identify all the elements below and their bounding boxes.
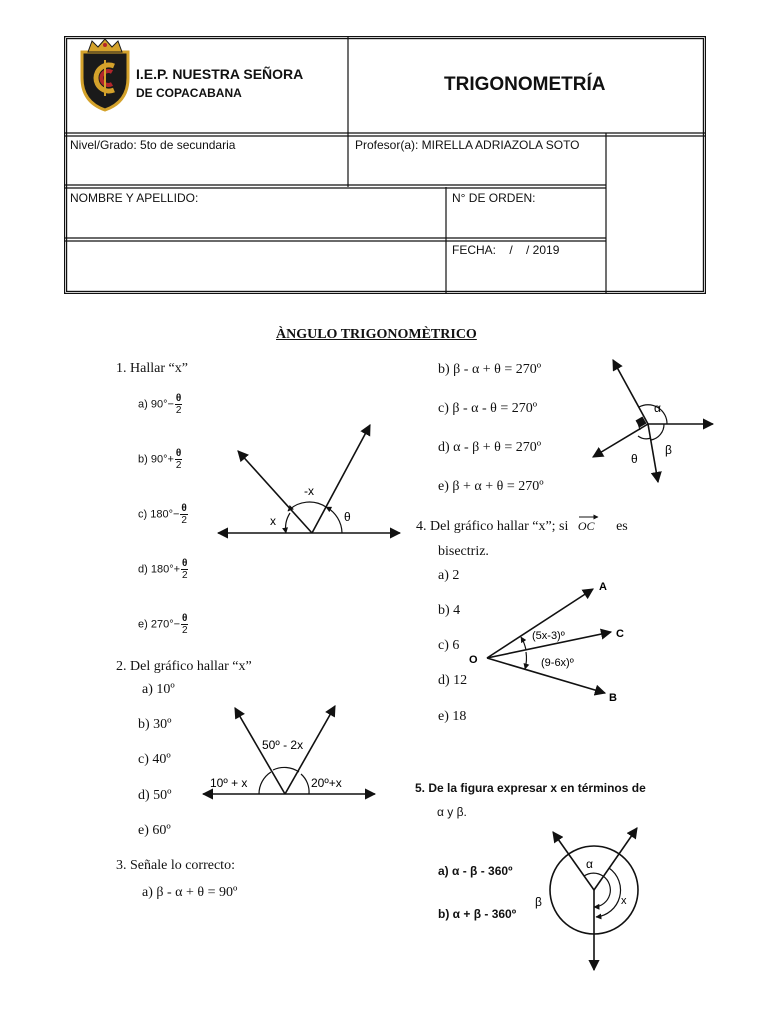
q5-x-label: x bbox=[621, 895, 627, 907]
q3-option-b: b) β - α + θ = 270º bbox=[438, 362, 542, 377]
school-name-line1: I.E.P. NUESTRA SEÑORA bbox=[136, 66, 304, 82]
subject-title: TRIGONOMETRÍA bbox=[444, 74, 606, 95]
q1-negx-label: -x bbox=[304, 484, 314, 498]
q5-option-a: a) α - β - 360º bbox=[438, 864, 513, 878]
q1-option-b: b) 90°+ $\frac{\theta}{2}$ bbox=[138, 448, 182, 471]
q4-bottom-angle-label: (9-6x)º bbox=[541, 657, 574, 669]
q3-option-e: e) β + α + θ = 270º bbox=[438, 479, 544, 494]
q2-option-a: a) 10º bbox=[142, 682, 175, 697]
q3-theta-label: θ bbox=[631, 452, 638, 466]
q2-prompt: 2. Del gráfico hallar “x” bbox=[116, 659, 252, 674]
q1-option-a: a) 90°− $\frac{\theta}{2}$ bbox=[138, 393, 182, 416]
header-table bbox=[64, 36, 706, 294]
q1-option-e: e) 270°− $\frac{\theta}{2}$ bbox=[138, 613, 188, 636]
q3-alpha-label: α bbox=[654, 401, 661, 415]
q4-prompt-cont: bisectriz. bbox=[438, 544, 489, 559]
q4-top-angle-label: (5x-3)º bbox=[532, 630, 565, 642]
q5-figure bbox=[525, 822, 650, 974]
q4-c-label: C bbox=[616, 628, 624, 640]
q3-option-d: d) α - β + θ = 270º bbox=[438, 440, 542, 455]
school-crest-icon bbox=[74, 38, 136, 112]
q1-theta-label: θ bbox=[344, 510, 351, 524]
q4-option-a: a) 2 bbox=[438, 568, 460, 583]
q4-option-d: d) 12 bbox=[438, 673, 468, 688]
q4-b-label: B bbox=[609, 692, 617, 704]
q4-option-b: b) 4 bbox=[438, 603, 461, 618]
q3-figure bbox=[585, 350, 720, 490]
q5-prompt-cont: α y β. bbox=[437, 805, 467, 819]
q2-left-label: 10º + x bbox=[210, 776, 248, 790]
q3-option-a: a) β - α + θ = 90º bbox=[142, 885, 238, 900]
q1-x-label: x bbox=[270, 514, 276, 528]
q2-right-label: 20º+x bbox=[311, 776, 342, 790]
q1-option-c: c) 180°− $\frac{\theta}{2}$ bbox=[138, 503, 187, 526]
q1-option-d: d) 180°+ $\frac{\theta}{2}$ bbox=[138, 558, 188, 581]
q1-figure bbox=[210, 415, 410, 545]
q4-figure bbox=[465, 575, 635, 705]
level-field: Nivel/Grado: 5to de secundaria bbox=[70, 138, 236, 152]
q4-ray-oc: OC bbox=[578, 519, 595, 534]
q3-option-c: c) β - α - θ = 270º bbox=[438, 401, 538, 416]
q2-option-b: b) 30º bbox=[138, 717, 172, 732]
q2-option-c: c) 40º bbox=[138, 752, 171, 767]
school-name-line2: DE COPACABANA bbox=[136, 86, 242, 100]
q4-option-c: c) 6 bbox=[438, 638, 460, 653]
q4-prompt: 4. Del gráfico hallar “x”; si OC es bbox=[416, 519, 628, 535]
q2-option-e: e) 60º bbox=[138, 823, 171, 838]
q5-alpha-label: α bbox=[586, 857, 593, 871]
q2-option-d: d) 50º bbox=[138, 788, 172, 803]
q1-prompt: 1. Hallar “x” bbox=[116, 361, 188, 376]
q2-top-label: 50º - 2x bbox=[262, 738, 304, 752]
q3-beta-label: β bbox=[665, 443, 672, 457]
q4-o-label: O bbox=[469, 654, 478, 666]
order-field: N° DE ORDEN: bbox=[452, 191, 536, 205]
page-title: ÀNGULO TRIGONOMÈTRICO bbox=[276, 327, 477, 342]
q2-figure bbox=[195, 700, 385, 805]
q4-option-e: e) 18 bbox=[438, 709, 467, 724]
name-field: NOMBRE Y APELLIDO: bbox=[70, 191, 199, 205]
q5-option-b: b) α + β - 360º bbox=[438, 907, 517, 921]
q3-prompt: 3. Señale lo correcto: bbox=[116, 858, 235, 873]
date-field: FECHA: / / 2019 bbox=[452, 243, 560, 257]
q4-a-label: A bbox=[599, 581, 607, 593]
teacher-field: Profesor(a): MIRELLA ADRIAZOLA SOTO bbox=[355, 138, 580, 152]
q5-prompt: 5. De la figura expresar x en términos de bbox=[415, 781, 646, 795]
q5-beta-label: β bbox=[535, 895, 542, 909]
vector-arrow-icon bbox=[578, 513, 600, 521]
